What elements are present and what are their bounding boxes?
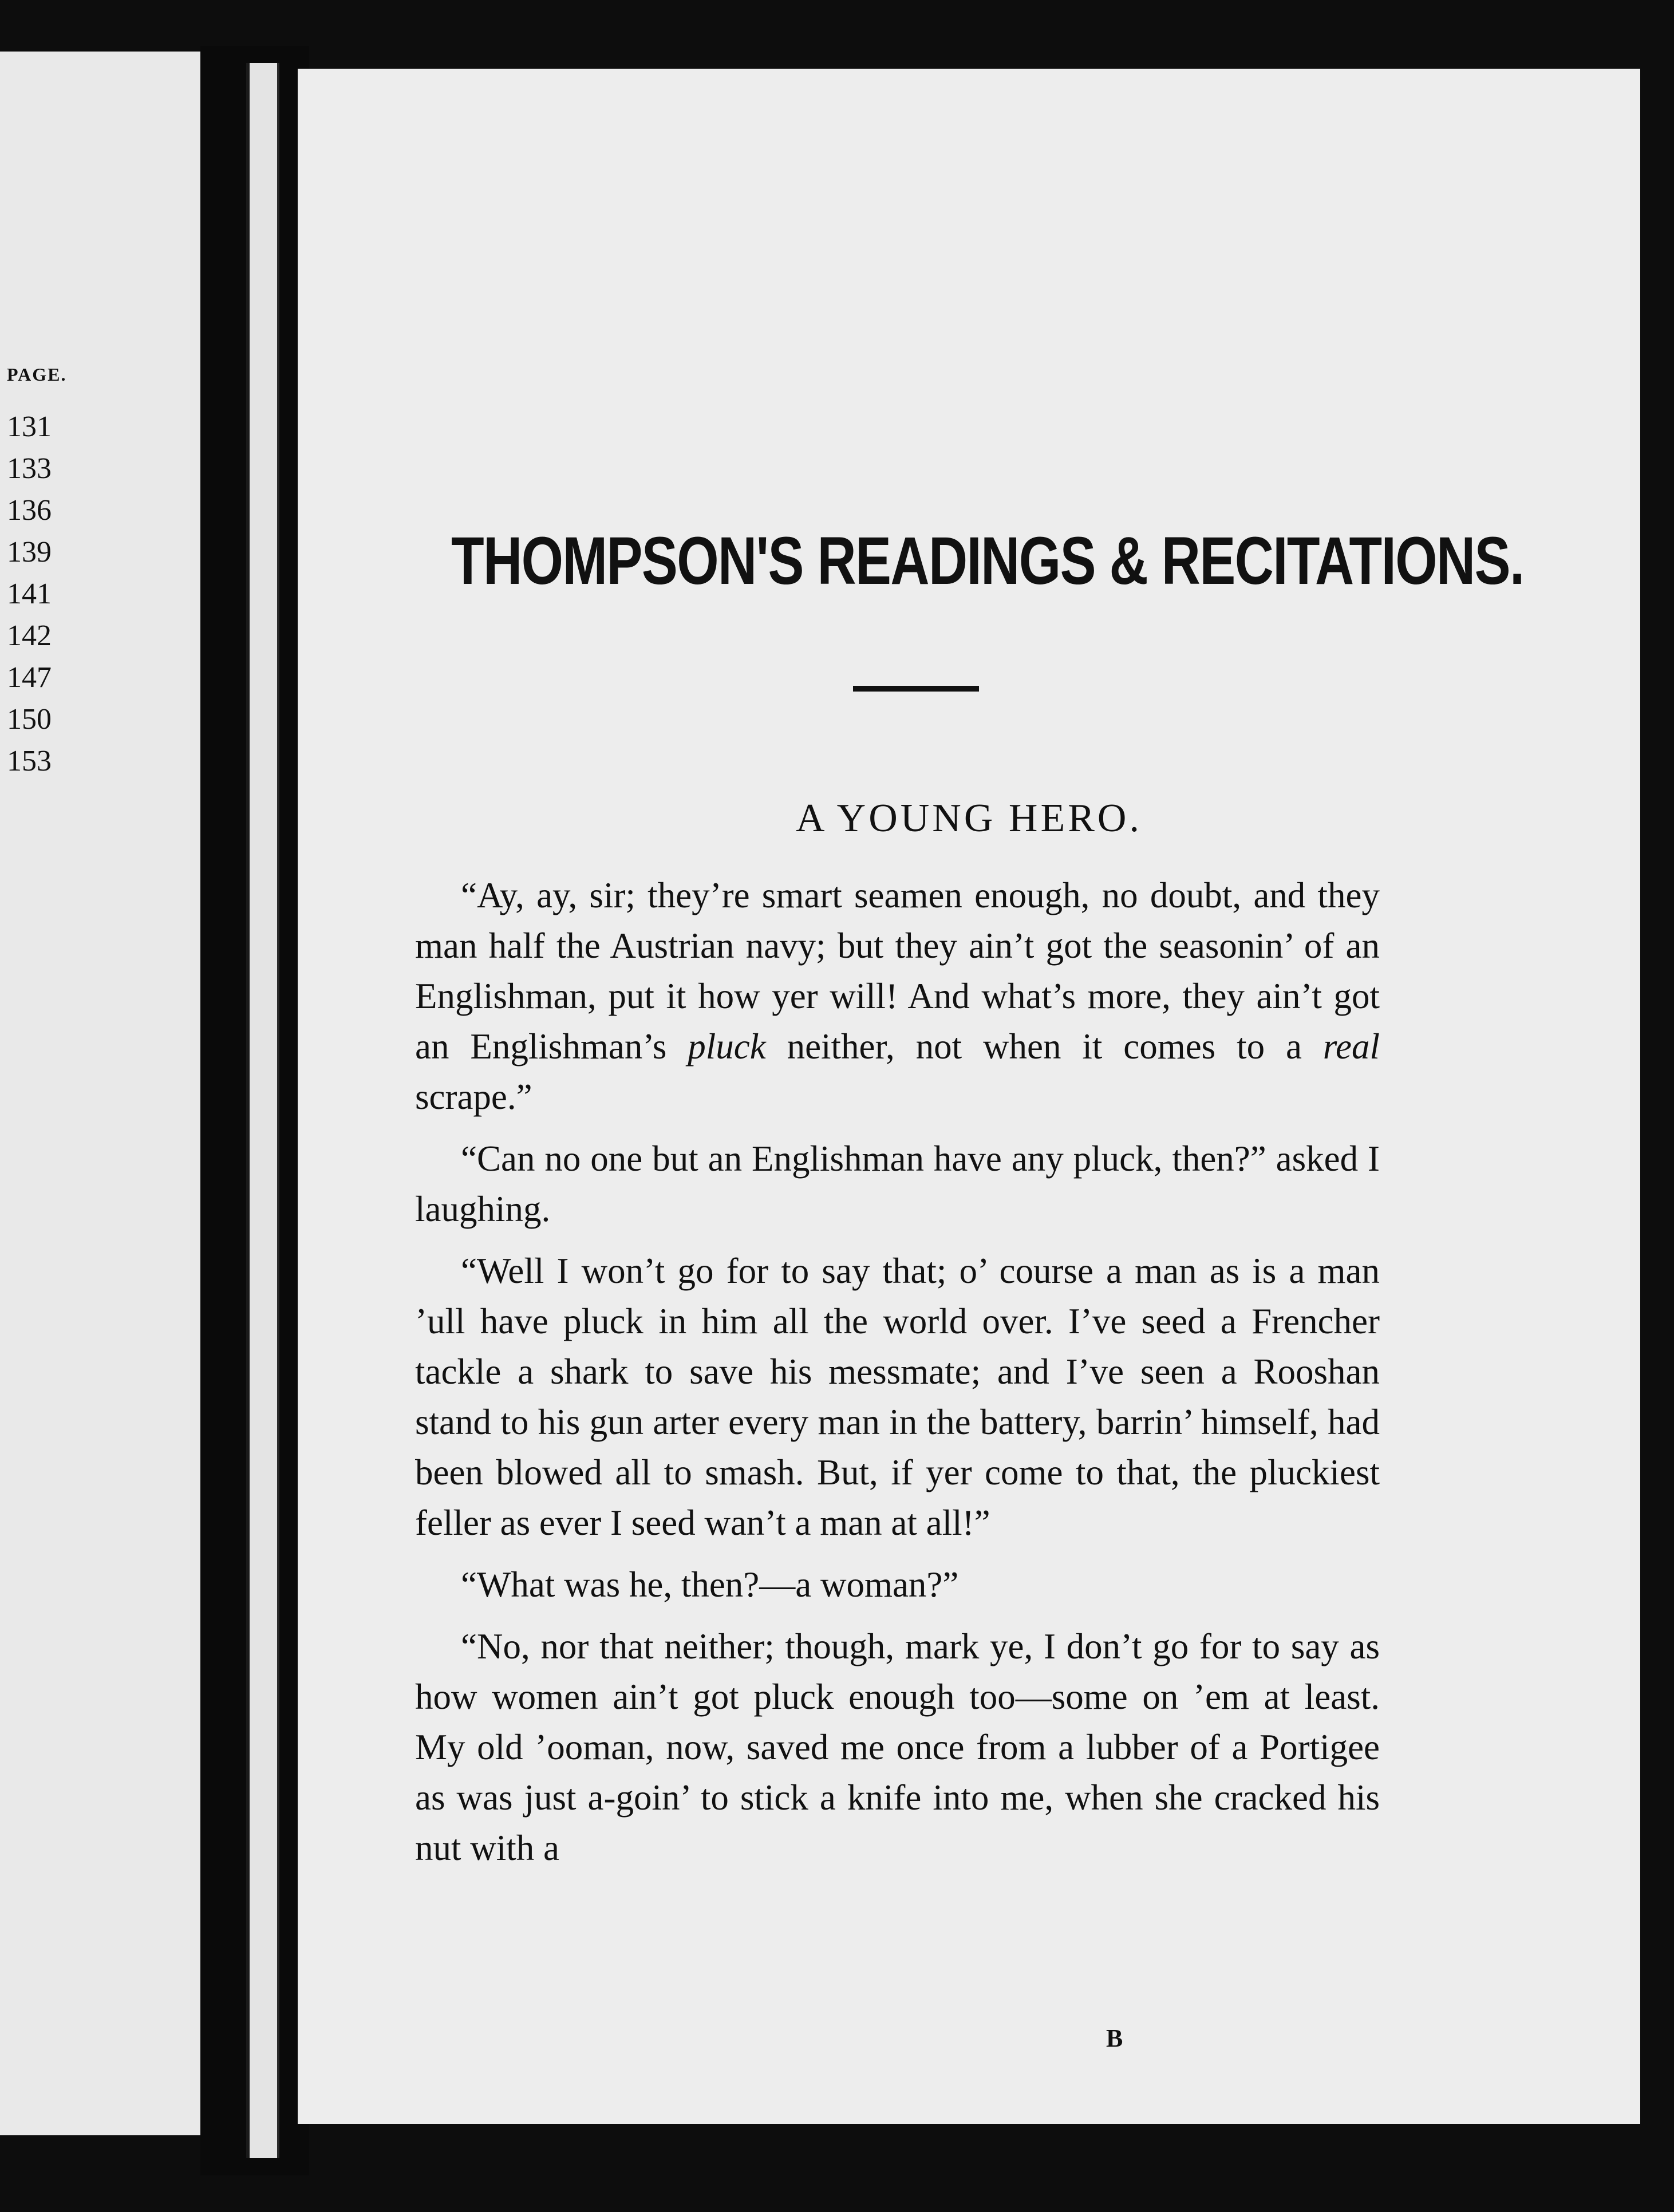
page-column-header: PAGE.	[7, 364, 67, 385]
paragraph: “Can no one but an Englishman have any pluck, then?” asked I laughing.	[415, 1139, 1380, 1229]
paragraph	[415, 870, 1380, 1122]
running-title: THOMPSON'S READINGS & RECITATIONS.	[451, 523, 1524, 599]
previous-page	[0, 52, 200, 2135]
page-number-list	[7, 354, 67, 782]
paragraph-text: neither, not when it comes to a	[765, 1026, 1323, 1066]
emphasis-pluck: pluck	[688, 1026, 766, 1066]
page-number: 139	[7, 536, 52, 568]
paragraph-text: scrape.”	[415, 1077, 532, 1117]
page-number: 133	[7, 452, 52, 485]
paragraph-text: “Ay, ay, sir; they’re smart seamen enough, no doubt, and they man half the Austrian navy; but they ain’t got the seasonin’ of an Englishman, put it how yer will! And what’s more, they ain’t got an Englishman’s	[415, 875, 1380, 1066]
title-rule	[853, 686, 979, 692]
emphasis-real: real	[1322, 1026, 1380, 1066]
binding-strip	[246, 63, 279, 2158]
paragraph: “Well I won’t go for to say that; o’ course a man as is a man ’ull have pluck in him all the world over. I’ve seed a Frencher tackle a shark to save his messmate; and I’ve seen a Rooshan stand to his gun arter every man in the battery, barrin’ himself, had been blowed all to smash. But, if yer come to that, the pluckiest feller as ever I seed wan’t a man at all!”	[415, 1251, 1380, 1543]
main-page	[298, 69, 1640, 2124]
page-number: 131	[7, 410, 52, 443]
page-number: 150	[7, 703, 52, 736]
page-number: 147	[7, 661, 52, 694]
page-number: 141	[7, 578, 52, 610]
page-number: 153	[7, 745, 52, 777]
body-text	[415, 870, 1380, 1885]
section-title: A YOUNG HERO.	[796, 796, 1142, 840]
paragraph: “What was he, then?—a woman?”	[461, 1565, 959, 1605]
paragraph: “No, nor that neither; though, mark ye, I don’t go for to say as how women ain’t got pluck enough too—some on ’em at least. My old ’ooman, now, saved me once from a lubber of a Portigee as was just a-goin’ to stick a knife into me, when she cracked his nut with a	[415, 1626, 1380, 1868]
page-number: 136	[7, 494, 52, 527]
page-number: 142	[7, 619, 52, 652]
signature-mark: B	[1106, 2024, 1123, 2052]
